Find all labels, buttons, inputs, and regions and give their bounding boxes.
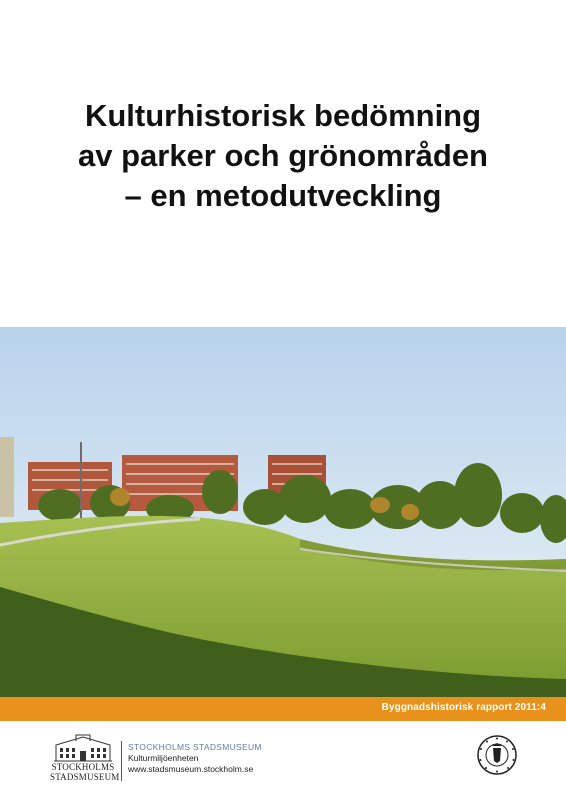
report-band xyxy=(0,697,566,721)
museum-logo-wordmark xyxy=(50,762,120,782)
footer xyxy=(0,721,566,800)
title-line-1: Kulturhistorisk bedömning xyxy=(84,98,482,133)
footer-divider xyxy=(121,741,122,781)
stockholm-city-seal-icon xyxy=(476,734,518,781)
footer-contact xyxy=(128,742,262,775)
museum-name: STOCKHOLMS STADSMUSEUM xyxy=(128,742,262,752)
logo-word-stadsmuseum: STADSMUSEUM xyxy=(50,772,120,782)
report-title xyxy=(0,96,566,216)
website-link[interactable]: www.stadsmuseum.stockholm.se xyxy=(128,764,254,774)
department-name: Kulturmiljöenheten xyxy=(128,753,199,763)
title-line-2: av parker och grönområden xyxy=(77,138,488,173)
logo-word-stockholms: STOCKHOLMS xyxy=(51,762,115,772)
cover-photo xyxy=(0,327,566,697)
title-line-3: – en metodutveckling xyxy=(124,178,442,213)
report-series-label: Byggnadshistorisk rapport 2011:4 xyxy=(381,702,546,713)
